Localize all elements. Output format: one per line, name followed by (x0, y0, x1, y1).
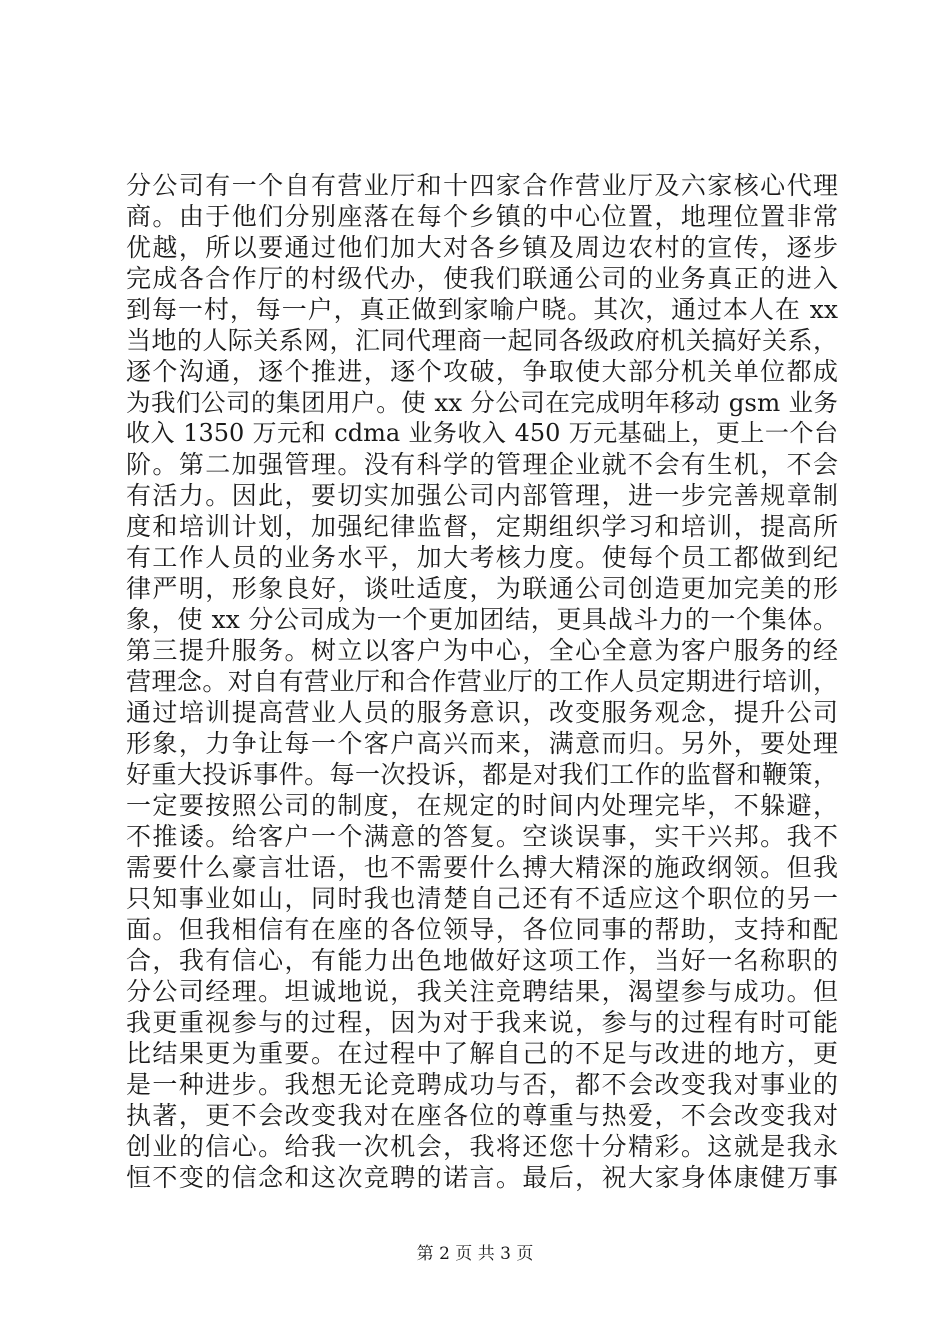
text-line: 有工作人员的业务水平，加大考核力度。使每个员工都做到纪 (126, 543, 838, 572)
text-line: 恒不变的信念和这次竞聘的诺言。最后，祝大家身体康健万事 (126, 1163, 838, 1192)
body-text (126, 170, 838, 1193)
page-footer: 第 2 页 共 3 页 (416, 1244, 534, 1264)
text-line: 当地的人际关系网，汇同代理商一起同各级政府机关搞好关系， (126, 326, 838, 355)
text-line: 是一种进步。我想无论竞聘成功与否，都不会改变我对事业的 (126, 1070, 838, 1099)
text-line: 第三提升服务。树立以客户为中心，全心全意为客户服务的经 (126, 636, 838, 665)
text-line: 创业的信心。给我一次机会，我将还您十分精彩。这就是我永 (126, 1132, 838, 1161)
text-line: 面。但我相信有在座的各位领导，各位同事的帮助，支持和配 (126, 915, 838, 944)
text-line: 逐个沟通，逐个推进，逐个攻破，争取使大部分机关单位都成 (126, 357, 838, 386)
text-line: 收入 1350 万元和 cdma 业务收入 450 万元基础上，更上一个台 (126, 419, 838, 447)
text-line: 一定要按照公司的制度，在规定的时间内处理完毕，不躲避， (126, 791, 838, 820)
text-line: 只知事业如山，同时我也清楚自己还有不适应这个职位的另一 (126, 884, 838, 913)
text-line: 好重大投诉事件。每一次投诉，都是对我们工作的监督和鞭策， (126, 760, 838, 789)
text-line: 到每一村，每一户，真正做到家喻户晓。其次，通过本人在 xx (126, 295, 838, 324)
text-line: 完成各合作厅的村级代办，使我们联通公司的业务真正的进入 (126, 264, 838, 293)
text-line: 营理念。对自有营业厅和合作营业厅的工作人员定期进行培训， (126, 667, 838, 696)
text-line: 象，使 xx 分公司成为一个更加团结，更具战斗力的一个集体。 (126, 605, 838, 634)
text-line: 优越，所以要通过他们加大对各乡镇及周边农村的宣传，逐步 (126, 233, 838, 262)
text-line: 商。由于他们分别座落在每个乡镇的中心位置，地理位置非常 (126, 202, 838, 231)
text-line: 合，我有信心，有能力出色地做好这项工作，当好一名称职的 (126, 946, 838, 975)
text-line: 为我们公司的集团用户。使 xx 分公司在完成明年移动 gsm 业务 (126, 388, 838, 417)
text-line: 比结果更为重要。在过程中了解自己的不足与改进的地方，更 (126, 1039, 838, 1068)
text-line: 有活力。因此，要切实加强公司内部管理，进一步完善规章制 (126, 481, 838, 510)
text-line: 需要什么豪言壮语，也不需要什么搏大精深的施政纲领。但我 (126, 853, 838, 882)
text-line: 阶。第二加强管理。没有科学的管理企业就不会有生机，不会 (126, 450, 838, 479)
text-line: 形象，力争让每一个客户高兴而来，满意而归。另外，要处理 (126, 729, 838, 758)
text-line: 执著，更不会改变我对在座各位的尊重与热爱，不会改变我对 (126, 1101, 838, 1130)
text-line: 分公司有一个自有营业厅和十四家合作营业厅及六家核心代理 (126, 171, 838, 200)
text-line: 不推诿。给客户一个满意的答复。空谈误事，实干兴邦。我不 (126, 822, 838, 851)
text-line: 我更重视参与的过程，因为对于我来说，参与的过程有时可能 (126, 1008, 838, 1037)
text-line: 分公司经理。坦诚地说，我关注竞聘结果，渴望参与成功。但 (126, 977, 838, 1006)
text-line: 律严明，形象良好，谈吐适度，为联通公司创造更加完美的形 (126, 574, 838, 603)
text-line: 通过培训提高营业人员的服务意识，改变服务观念，提升公司 (126, 698, 838, 727)
text-line: 度和培训计划，加强纪律监督，定期组织学习和培训，提高所 (126, 512, 838, 541)
